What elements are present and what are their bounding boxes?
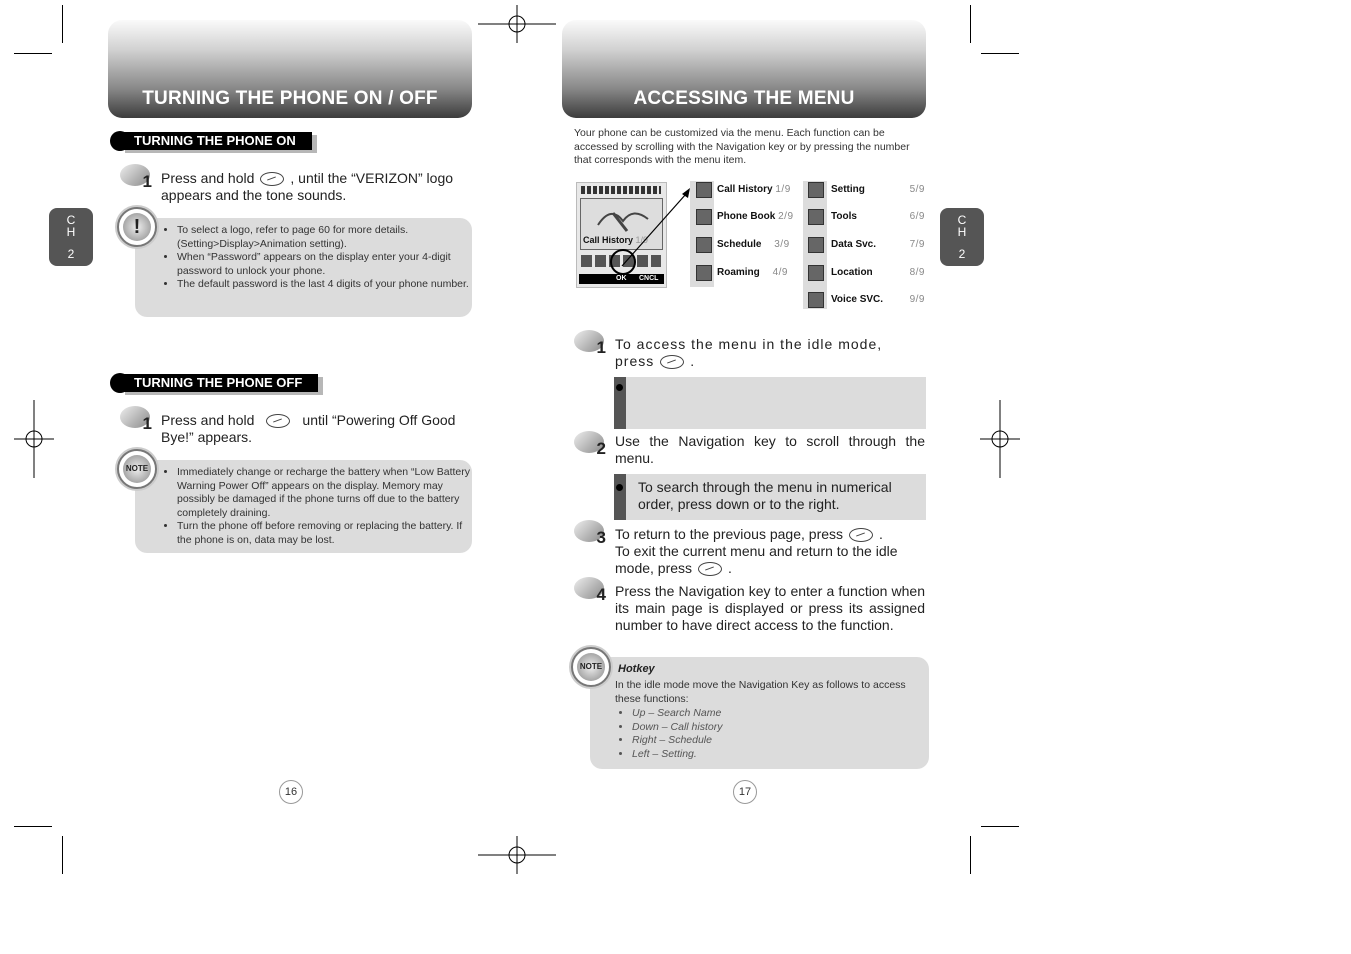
cancel-softkey: CNCL: [639, 275, 659, 282]
crop-mark: [981, 826, 1019, 827]
schedule-icon: [696, 237, 712, 253]
note-item: • To select a logo, refer to page 60 for more details. (Setting>Display>Animation setting).: [177, 224, 472, 251]
softkey-bar: [579, 274, 664, 284]
menu-item: Data Svc. 7/9: [831, 239, 925, 250]
end-key-icon: [698, 562, 722, 576]
tip-text: To search through the menu in numerical order, press down or to the right.: [638, 479, 892, 512]
crop-mark: [62, 5, 63, 43]
section-heading-label: TURNING THE PHONE OFF: [120, 374, 318, 392]
hotkey-item: • Right – Schedule: [632, 734, 722, 748]
note-icon: NOTE: [117, 449, 157, 489]
phone-book-icon: [696, 209, 712, 225]
page-title: TURNING THE PHONE ON / OFF: [142, 88, 438, 109]
chapter-letter: C: [957, 213, 967, 227]
setting-icon: [808, 182, 824, 198]
hotkey-item: • Down – Call history: [632, 721, 722, 735]
data-svc-icon: [808, 237, 824, 253]
voice-svc-icon: [808, 292, 824, 308]
roaming-icon: [696, 265, 712, 281]
menu-item: Voice SVC. 9/9: [831, 294, 925, 305]
right-page-header: [562, 20, 926, 118]
step-number: 3: [574, 520, 608, 546]
crop-mark: [970, 836, 971, 874]
screen-menu-pos: 1/9: [635, 235, 649, 245]
note-item: • When “Password” appears on the display enter your 4-digit password to unlock your phone.: [177, 251, 472, 278]
registration-mark-top: [478, 5, 556, 43]
call-history-icon: [696, 182, 712, 198]
screen-menu-label: Call History: [583, 235, 634, 245]
left-page-header: [108, 20, 472, 118]
page-number: 17: [733, 780, 757, 804]
menu-item: Call History 1/9: [717, 184, 791, 195]
menu-item: Roaming 4/9: [717, 267, 788, 278]
step2-text: Use the Navigation key to scroll through the menu.: [615, 433, 925, 466]
menu-key-icon: [660, 355, 684, 369]
step-on-text: Press and hold , until the “VERIZON” logo appears and the tone sounds.: [161, 170, 454, 203]
chapter-tab-right: [940, 208, 984, 266]
step-number: 1: [120, 164, 154, 190]
step3-text: To return to the previous page, press . To exit the current menu and return to the idle mode, press .: [615, 526, 898, 576]
chapter-number: 2: [67, 247, 75, 261]
step1-text: To access the menu in the idle mode, press .: [615, 336, 883, 369]
pointer-arrow: [620, 186, 694, 268]
bullet-icon: [110, 131, 130, 151]
crop-mark: [14, 53, 52, 54]
note-icon: NOTE: [571, 647, 611, 687]
hotkey-title: Hotkey: [618, 663, 655, 675]
registration-mark-right: [980, 400, 1020, 478]
bullet-icon: [110, 373, 130, 393]
menu-item: Phone Book 2/9: [717, 211, 794, 222]
hotkey-item: • Left – Setting.: [632, 748, 722, 762]
tip-box: [614, 474, 926, 520]
menu-item: Schedule 3/9: [717, 239, 790, 250]
page-number: 16: [279, 780, 303, 804]
menu-item: Tools 6/9: [831, 211, 925, 222]
hotkey-note-box: [590, 657, 929, 769]
registration-mark-bottom: [478, 836, 556, 874]
section-heading-on: [110, 131, 320, 151]
registration-mark-left: [14, 400, 54, 478]
crop-mark: [62, 836, 63, 874]
hotkey-intro: In the idle mode move the Navigation Key as follows to access these functions:: [615, 679, 906, 705]
note-item: • Immediately change or recharge the battery when “Low Battery Warning Power Off” appears on the display. Memory may possibly be damaged if the phone turns off due to the battery completely draining.: [177, 466, 472, 520]
chapter-letter: H: [957, 225, 967, 239]
chapter-letter: C: [66, 213, 76, 227]
step-off-text: Press and hold until “Powering Off Good Bye!” appears.: [161, 412, 456, 445]
end-key-icon: [260, 172, 284, 186]
step-number: 4: [574, 577, 608, 603]
caution-box: [135, 218, 472, 317]
crop-mark: [14, 826, 52, 827]
bullet-icon: [616, 384, 623, 391]
bullet-icon: [616, 484, 623, 491]
chapter-tab-left: [49, 208, 93, 266]
menu-item: Setting 5/9: [831, 184, 925, 195]
hotkey-item: • Up – Search Name: [632, 707, 722, 721]
location-icon: [808, 265, 824, 281]
step-number: 1: [574, 330, 608, 356]
note-box: [135, 460, 472, 553]
page-title: ACCESSING THE MENU: [633, 88, 855, 109]
step-number: 1: [120, 406, 154, 432]
clear-key-icon: [849, 528, 873, 542]
section-heading-off: [110, 373, 330, 393]
caution-icon: !: [117, 207, 157, 247]
step4-text: Press the Navigation key to enter a function when its main page is displayed or press its assigned number to have direct access to the function.: [615, 583, 925, 633]
step-number: 2: [574, 431, 608, 457]
menu-item: Location 8/9: [831, 267, 925, 278]
crop-mark: [981, 53, 1019, 54]
crop-mark: [970, 5, 971, 43]
note-item: • The default password is the last 4 digits of your phone number.: [177, 278, 472, 292]
intro-text: Your phone can be customized via the menu. Each function can be accessed by scrolling with the Navigation key or by pressing the number that corresponds with the menu item.: [574, 127, 910, 166]
chapter-number: 2: [958, 247, 966, 261]
note-item: • Turn the phone off before removing or replacing the battery. If the phone is on, data may be lost.: [177, 520, 472, 547]
section-heading-label: TURNING THE PHONE ON: [120, 132, 312, 150]
ok-softkey: OK: [616, 275, 627, 282]
empty-tip-box: [614, 377, 926, 429]
tools-icon: [808, 209, 824, 225]
end-key-icon: [266, 414, 290, 428]
chapter-letter: H: [66, 225, 76, 239]
